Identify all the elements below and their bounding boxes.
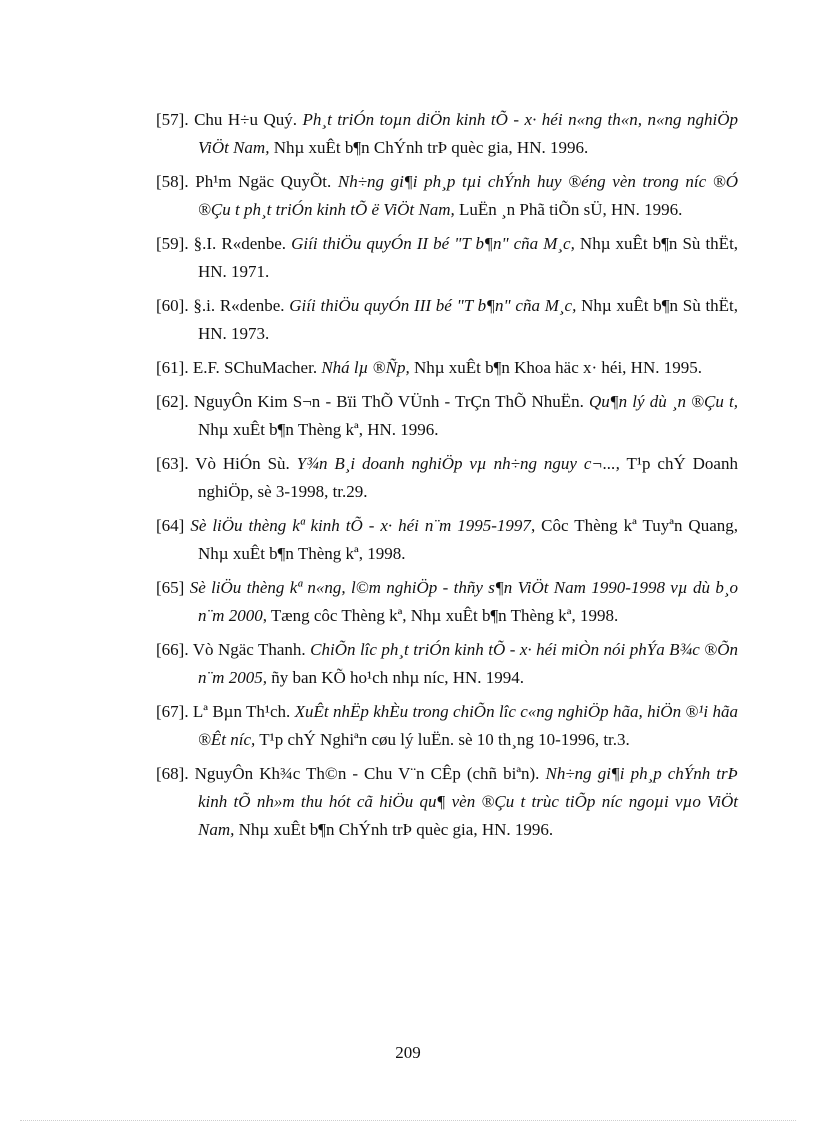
reference-entry <box>156 168 738 224</box>
reference-title: Nhá lµ ®Ñp, <box>321 358 410 377</box>
reference-title: Nh÷ng gi¶i ph¸p tµi chÝnh huy ®éng vèn trong níc ®Ó ®Çu t ph¸t triÓn kinh tÕ ë ViÖt Nam, <box>198 172 739 219</box>
reference-publisher: Nhµ xuÊt b¶n Khoa häc x· héi, HN. 1995. <box>413 358 702 377</box>
reference-author: §.I. R«denbe. <box>193 234 287 253</box>
reference-entry <box>156 760 738 844</box>
reference-entry <box>156 292 738 348</box>
reference-publisher: , Côc Thèng kª Tuyªn Quang, Nhµ xuÊt b¶n Thèng kª, 1998. <box>198 516 738 563</box>
reference-title: Y¾n B¸i doanh nghiÖp vµ nh÷ng nguy c¬..., <box>296 454 620 473</box>
reference-publisher: Nhµ xuÊt b¶n ChÝnh trÞ quèc gia, HN. 1996. <box>273 138 589 157</box>
reference-list <box>156 106 738 850</box>
reference-entry <box>156 636 738 692</box>
reference-publisher: Nhµ xuÊt b¶n Thèng kª, HN. 1996. <box>198 420 439 439</box>
reference-publisher: LuËn ¸n Phã tiÕn sÜ, HN. 1996. <box>458 200 683 219</box>
reference-number: [59]. <box>156 234 189 253</box>
reference-number: [57]. <box>156 110 189 129</box>
reference-number: [63]. <box>156 454 189 473</box>
reference-entry <box>156 388 738 444</box>
reference-author: NguyÔn Kim S¬n - Bïi ThÕ VÜnh - TrÇn ThÕ NhuËn. <box>193 392 584 411</box>
reference-author: Ph¹m Ngäc QuyÕt. <box>195 172 332 191</box>
reference-title: XuÊt nhËp khÈu trong chiÕn lîc c«ng nghiÖp hãa, hiÖn ®¹i hãa ®Êt níc, <box>198 702 738 749</box>
reference-number: [68]. <box>156 764 189 783</box>
reference-author: Vò HiÓn Sù. <box>195 454 290 473</box>
reference-title: Ph¸t triÓn toµn diÖn kinh tÕ - x· héi n«ng th«n, n«ng nghiÖp ViÖt Nam, <box>198 110 739 157</box>
reference-entry <box>156 106 738 162</box>
reference-title: Nh÷ng gi¶i ph¸p chÝnh trÞ kinh tÕ nh»m thu hót cã hiÖu qu¶ vèn ®Çu t trùc tiÕp níc ngoµi vµo ViÖt Nam, <box>198 764 739 839</box>
reference-number: [60]. <box>156 296 189 315</box>
reference-author: §.i. R«denbe. <box>193 296 285 315</box>
reference-entry <box>156 450 738 506</box>
reference-number: [67]. <box>156 702 189 721</box>
reference-author: NguyÔn Kh¾c Th©n - Chu V¨n CÊp (chñ biªn). <box>194 764 540 783</box>
page-bottom-divider <box>20 1120 796 1121</box>
reference-number: [64] <box>156 516 185 535</box>
reference-author: Chu H÷u Quý. <box>194 110 298 129</box>
reference-entry <box>156 574 738 630</box>
reference-publisher: T¹p chÝ Doanh nghiÖp, sè 3-1998, tr.29. <box>198 454 738 501</box>
reference-entry <box>156 354 738 382</box>
reference-publisher: T¹p chÝ Nghiªn cøu lý luËn. sè 10 th¸ng 10-1996, tr.3. <box>259 730 630 749</box>
reference-author: Lª Bµn Th¹ch. <box>192 702 291 721</box>
reference-entry <box>156 230 738 286</box>
reference-author: Vò Ngäc Thanh. <box>192 640 306 659</box>
reference-author: E.F. SChuMacher. <box>192 358 318 377</box>
reference-title: ChiÕn lîc ph¸t triÓn kinh tÕ - x· héi miÒn nói phÝa B¾c ®Õn n¨m 2005, <box>198 640 738 687</box>
reference-entry <box>156 512 738 568</box>
reference-publisher: , Tæng côc Thèng kª, Nhµ xuÊt b¶n Thèng kª, 1998. <box>262 606 619 625</box>
reference-publisher: ñy ban KÕ ho¹ch nhµ níc, HN. 1994. <box>271 668 525 687</box>
reference-publisher: Nhµ xuÊt b¶n Sù thËt, HN. 1971. <box>198 234 739 281</box>
reference-publisher: Nhµ xuÊt b¶n ChÝnh trÞ quèc gia, HN. 1996. <box>238 820 554 839</box>
reference-title: Sè liÖu thèng kª n«ng, l©m nghiÖp - thñy s¶n ViÖt Nam 1990-1998 vµ dù b¸o n¨m 2000 <box>189 578 739 625</box>
reference-title: Giíi thiÖu quyÓn III bé "T b¶n" cña M¸c, <box>289 296 577 315</box>
reference-title: Sè liÖu thèng kª kinh tÕ - x· héi n¨m 1995-1997 <box>190 516 531 535</box>
reference-entry <box>156 698 738 754</box>
reference-number: [62]. <box>156 392 189 411</box>
reference-number: [58]. <box>156 172 189 191</box>
page-number: 209 <box>395 1043 421 1062</box>
reference-number: [61]. <box>156 358 189 377</box>
reference-title: Qu¶n lý dù ¸n ®Çu t, <box>589 392 739 411</box>
reference-publisher: Nhµ xuÊt b¶n Sù thËt, HN. 1973. <box>198 296 739 343</box>
reference-title: Giíi thiÖu quyÓn II bé "T b¶n" cña M¸c, <box>291 234 575 253</box>
reference-number: [66]. <box>156 640 189 659</box>
reference-number: [65] <box>156 578 185 597</box>
